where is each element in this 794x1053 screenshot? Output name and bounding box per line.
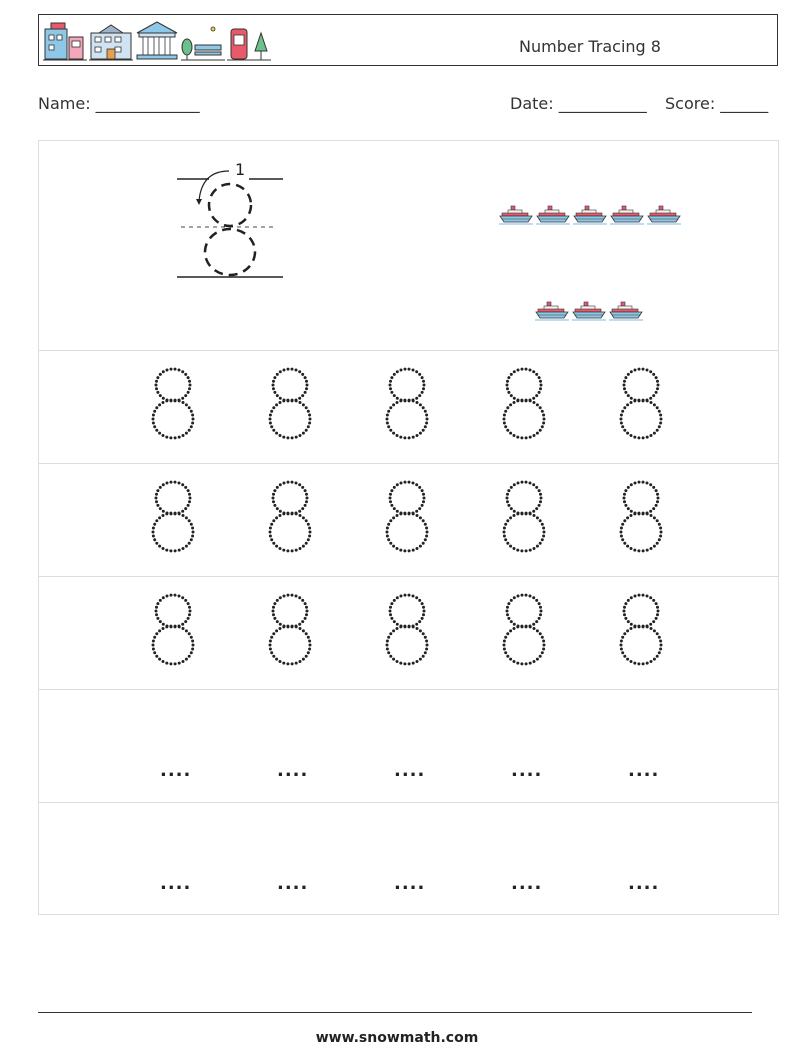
- date-field-label: Date: ___________: [510, 94, 647, 113]
- ship-icon: [609, 301, 643, 321]
- dotted-digit-8[interactable]: [616, 592, 666, 668]
- ship-icon: [610, 205, 644, 225]
- example-stroke-guide: [169, 155, 289, 285]
- blank-practice-mark[interactable]: ....: [511, 873, 543, 894]
- tracing-grid: [38, 140, 779, 915]
- worksheet-title: Number Tracing 8: [519, 37, 661, 56]
- footer-divider: [38, 1012, 752, 1013]
- park-bench-icon: [181, 27, 225, 60]
- dotted-digit-8[interactable]: [148, 592, 198, 668]
- dotted-digit-8[interactable]: [382, 592, 432, 668]
- dotted-digit-8[interactable]: [265, 592, 315, 668]
- ship-icon: [536, 205, 570, 225]
- blank-practice-mark[interactable]: ....: [160, 760, 192, 781]
- ship-icon: [573, 205, 607, 225]
- dotted-digit-8[interactable]: [265, 479, 315, 555]
- blank-practice-mark[interactable]: ....: [277, 873, 309, 894]
- ship-icon: [647, 205, 681, 225]
- blank-practice-mark[interactable]: ....: [511, 760, 543, 781]
- footer-website: www.snowmath.com: [315, 1030, 479, 1046]
- dotted-digit-8[interactable]: [616, 479, 666, 555]
- dotted-digit-8[interactable]: [148, 366, 198, 442]
- blank-practice-mark[interactable]: ....: [160, 873, 192, 894]
- blank-practice-mark[interactable]: ....: [394, 873, 426, 894]
- school-building-icon: [89, 25, 133, 60]
- dotted-digit-8[interactable]: [382, 479, 432, 555]
- blank-practice-mark[interactable]: ....: [277, 760, 309, 781]
- row-divider: [39, 802, 778, 803]
- blank-practice-mark[interactable]: ....: [628, 873, 660, 894]
- ship-icon: [535, 301, 569, 321]
- dotted-digit-8[interactable]: [499, 592, 549, 668]
- row-divider: [39, 576, 778, 577]
- ship-icon: [572, 301, 606, 321]
- ship-icon: [499, 205, 533, 225]
- dotted-digit-8[interactable]: [148, 479, 198, 555]
- row-divider: [39, 689, 778, 690]
- dotted-digit-8[interactable]: [616, 366, 666, 442]
- worksheet-header: [38, 14, 778, 66]
- dotted-digit-8[interactable]: [499, 479, 549, 555]
- name-field-label: Name: _____________: [38, 94, 200, 113]
- dotted-digit-8[interactable]: [382, 366, 432, 442]
- blank-practice-mark[interactable]: ....: [628, 760, 660, 781]
- score-field-label: Score: ______: [665, 94, 769, 113]
- blank-practice-mark[interactable]: ....: [394, 760, 426, 781]
- stroke-order-number: 1: [235, 160, 246, 179]
- dotted-digit-8[interactable]: [265, 366, 315, 442]
- museum-icon: [137, 22, 177, 59]
- dotted-digit-8[interactable]: [499, 366, 549, 442]
- townhouse-icon: [43, 23, 87, 60]
- header-icons: [43, 19, 273, 63]
- phone-booth-icon: [227, 29, 271, 60]
- row-divider: [39, 463, 778, 464]
- row-divider: [39, 350, 778, 351]
